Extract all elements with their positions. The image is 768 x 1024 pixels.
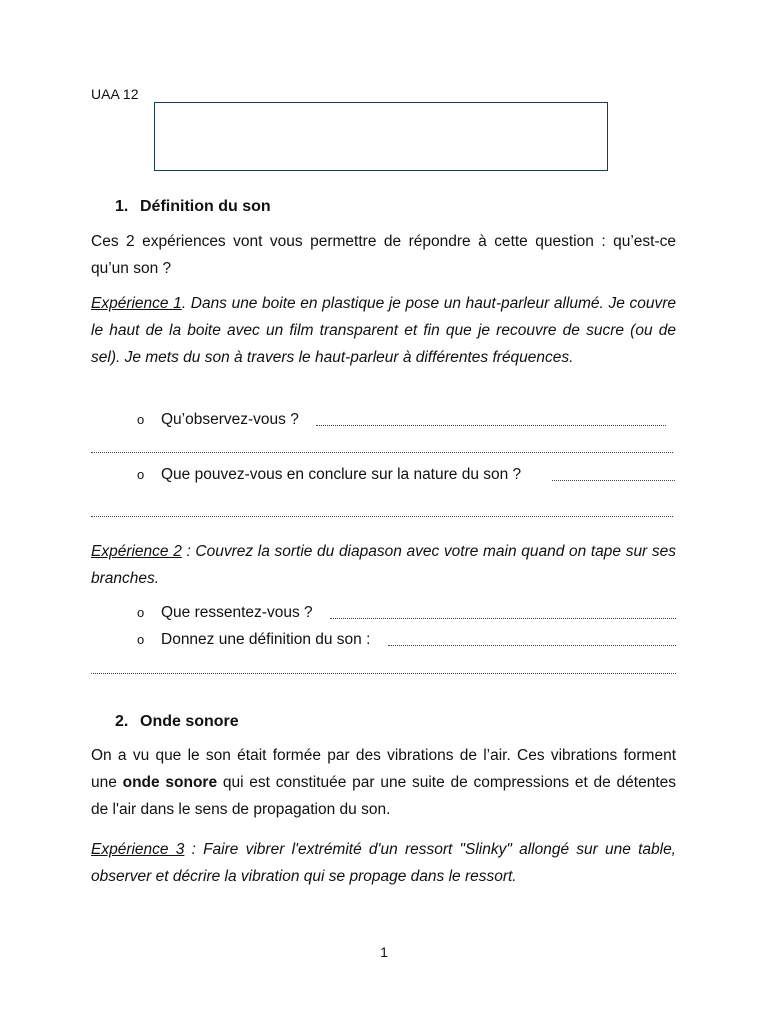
question-conclude <box>137 466 521 484</box>
section2-heading <box>115 713 239 731</box>
question-observe <box>137 411 299 429</box>
answer-line <box>91 516 673 517</box>
section2-paragraph <box>91 742 676 823</box>
page-number: 1 <box>380 944 388 960</box>
experience3-label: Expérience 3 <box>91 841 185 858</box>
question-define-text: Donnez une définition du son : <box>161 631 371 648</box>
bullet-icon: o <box>137 467 145 482</box>
experience1-text: . Dans une boite en plastique je pose un haut-parleur allumé. Je couvre le haut de la boite avec un film transparent et fin que je recouvre de sucre (ou de sel). Je mets du son à travers le haut-parleur à différentes fréquences. <box>91 295 676 366</box>
experience2-paragraph <box>91 538 676 592</box>
section1-heading <box>115 198 271 216</box>
section1-number: 1. <box>115 198 129 215</box>
question-feel-text: Que ressentez-vous ? <box>161 604 313 621</box>
section1-title: Définition du son <box>140 198 271 215</box>
onde-sonore-term: onde sonore <box>122 774 218 791</box>
section2-number: 2. <box>115 713 129 730</box>
title-box <box>154 102 608 171</box>
question-feel <box>137 604 313 622</box>
answer-line <box>552 480 675 481</box>
section2-text-part2: qui est constituée par une suite de compressions et de détentes de l'air dans le sens de propagation du son. <box>91 774 676 818</box>
experience2-label: Expérience 2 <box>91 543 182 560</box>
bullet-icon: o <box>137 632 145 647</box>
section1-intro: Ces 2 expériences vont vous permettre de répondre à cette question : qu’est-ce qu’un son ? <box>91 233 676 277</box>
answer-line <box>91 673 676 674</box>
experience3-text: : Faire vibrer l'extrémité d'un ressort "Slinky" allongé sur une table, observer et décrire la vibration qui se propage dans le ressort. <box>91 841 676 885</box>
answer-line <box>388 645 676 646</box>
question-define <box>137 631 370 649</box>
answer-line <box>316 425 666 426</box>
experience3-paragraph <box>91 836 676 890</box>
answer-line <box>91 452 673 453</box>
experience1-paragraph <box>91 290 676 371</box>
section2-text-part1: On a vu que le son était formée par des vibrations de l’air. Ces vibrations forment une <box>91 747 676 791</box>
experience2-text: : Couvrez la sortie du diapason avec votre main quand on tape sur ses branches. <box>91 543 676 587</box>
question-observe-text: Qu’observez-vous ? <box>161 411 299 428</box>
experience1-label: Expérience 1 <box>91 295 182 312</box>
bullet-icon: o <box>137 605 145 620</box>
bullet-icon: o <box>137 412 145 427</box>
section2-title: Onde sonore <box>140 713 239 730</box>
answer-line <box>330 618 676 619</box>
uaa-label: UAA 12 <box>91 86 139 102</box>
question-conclude-text: Que pouvez-vous en conclure sur la nature du son ? <box>161 466 522 483</box>
